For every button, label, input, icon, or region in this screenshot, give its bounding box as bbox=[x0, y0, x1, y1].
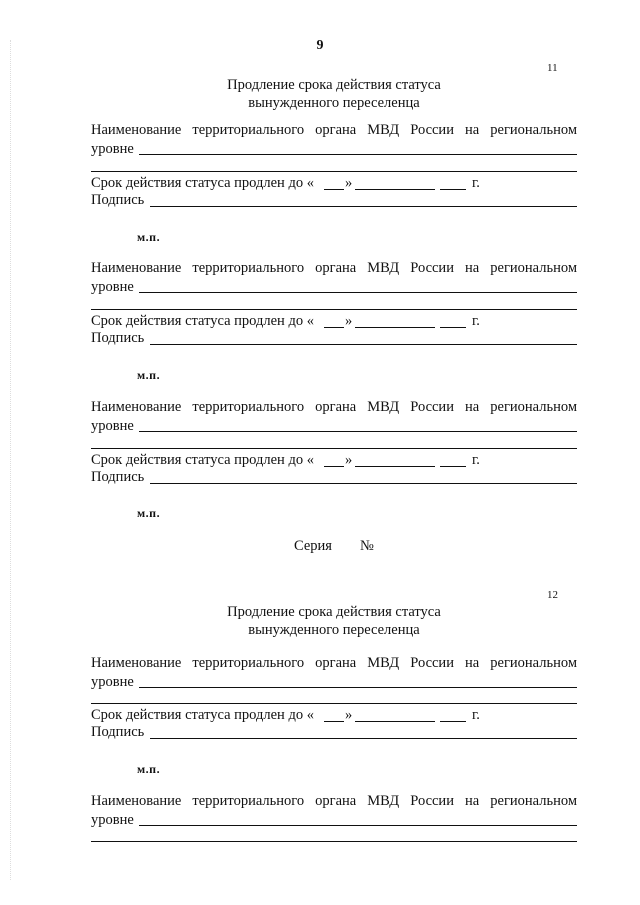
signature-label: Подпись bbox=[91, 724, 145, 740]
number-label: № bbox=[360, 538, 374, 554]
section-11-title-line2: вынужденного переселенца bbox=[248, 95, 420, 111]
validity-label: Срок действия статуса продлен до « bbox=[91, 707, 314, 723]
validity-quote-close: » bbox=[345, 707, 353, 723]
validity-quote-close: » bbox=[345, 175, 353, 191]
validity-year-field[interactable] bbox=[440, 466, 466, 467]
authority-field-line-2[interactable] bbox=[91, 309, 577, 310]
authority-label-line1: Наименование территориального органа МВД России на региональном bbox=[91, 260, 577, 276]
authority-label-line1: Наименование территориального органа МВД России на региональном bbox=[91, 122, 577, 138]
authority-label-line2: уровне bbox=[91, 418, 134, 434]
validity-day-field[interactable] bbox=[324, 189, 344, 190]
section-12-title-line1: Продление срока действия статуса bbox=[227, 604, 441, 620]
section-12-title-line2: вынужденного переселенца bbox=[248, 622, 420, 638]
validity-label: Срок действия статуса продлен до « bbox=[91, 175, 314, 191]
validity-year-suffix: г. bbox=[472, 175, 480, 191]
validity-day-field[interactable] bbox=[324, 721, 344, 722]
validity-label: Срок действия статуса продлен до « bbox=[91, 313, 314, 329]
validity-year-suffix: г. bbox=[472, 313, 480, 329]
section-11-number: 11 bbox=[547, 62, 558, 74]
validity-day-field[interactable] bbox=[324, 327, 344, 328]
authority-field-line[interactable] bbox=[139, 154, 577, 155]
signature-label: Подпись bbox=[91, 469, 145, 485]
signature-field[interactable] bbox=[150, 344, 577, 345]
authority-field-line[interactable] bbox=[139, 292, 577, 293]
authority-label-line2: уровне bbox=[91, 674, 134, 690]
validity-quote-close: » bbox=[345, 452, 353, 468]
validity-year-suffix: г. bbox=[472, 452, 480, 468]
section-11-title-line1: Продление срока действия статуса bbox=[227, 77, 441, 93]
stamp-label: м.п. bbox=[137, 368, 161, 382]
signature-label: Подпись bbox=[91, 330, 145, 346]
stamp-label: м.п. bbox=[137, 230, 161, 244]
series-label: Серия bbox=[294, 538, 332, 554]
authority-field-line[interactable] bbox=[139, 825, 577, 826]
page-number: 9 bbox=[316, 38, 324, 53]
validity-label: Срок действия статуса продлен до « bbox=[91, 452, 314, 468]
authority-field-line[interactable] bbox=[139, 687, 577, 688]
validity-year-field[interactable] bbox=[440, 189, 466, 190]
signature-field[interactable] bbox=[150, 206, 577, 207]
section-12-number: 12 bbox=[547, 589, 558, 601]
authority-label-line1: Наименование территориального органа МВД России на региональном bbox=[91, 793, 577, 809]
stamp-label: м.п. bbox=[137, 762, 161, 776]
validity-month-field[interactable] bbox=[355, 466, 435, 467]
validity-year-suffix: г. bbox=[472, 707, 480, 723]
authority-field-line[interactable] bbox=[139, 431, 577, 432]
validity-quote-close: » bbox=[345, 313, 353, 329]
signature-field[interactable] bbox=[150, 483, 577, 484]
authority-field-line-2[interactable] bbox=[91, 448, 577, 449]
scan-edge bbox=[10, 40, 11, 880]
authority-label-line1: Наименование территориального органа МВД России на региональном bbox=[91, 655, 577, 671]
authority-label-line2: уровне bbox=[91, 812, 134, 828]
authority-label-line1: Наименование территориального органа МВД России на региональном bbox=[91, 399, 577, 415]
authority-field-line-2[interactable] bbox=[91, 841, 577, 842]
stamp-label: м.п. bbox=[137, 506, 161, 520]
authority-label-line2: уровне bbox=[91, 279, 134, 295]
validity-day-field[interactable] bbox=[324, 466, 344, 467]
signature-field[interactable] bbox=[150, 738, 577, 739]
validity-year-field[interactable] bbox=[440, 327, 466, 328]
signature-label: Подпись bbox=[91, 192, 145, 208]
validity-month-field[interactable] bbox=[355, 327, 435, 328]
validity-year-field[interactable] bbox=[440, 721, 466, 722]
authority-field-line-2[interactable] bbox=[91, 171, 577, 172]
validity-month-field[interactable] bbox=[355, 721, 435, 722]
authority-label-line2: уровне bbox=[91, 141, 134, 157]
validity-month-field[interactable] bbox=[355, 189, 435, 190]
authority-field-line-2[interactable] bbox=[91, 703, 577, 704]
